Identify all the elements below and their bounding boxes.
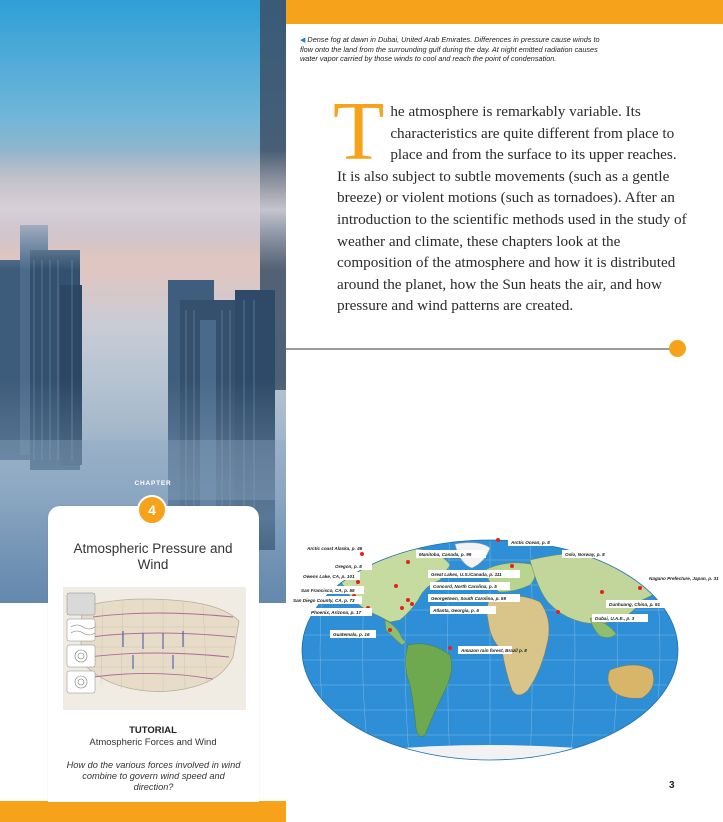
chapter-number-badge: 4 (137, 495, 167, 525)
svg-text:Dubai, U.A.E., p. 3: Dubai, U.A.E., p. 3 (595, 616, 635, 621)
svg-text:Great Lakes, U.S./Canada, p. 1: Great Lakes, U.S./Canada, p. 111 (431, 572, 502, 577)
svg-text:Phoenix, Arizona, p. 17: Phoenix, Arizona, p. 17 (311, 610, 362, 615)
map-label (416, 550, 486, 558)
svg-text:Amazon rain forest, Brazil p.: Amazon rain forest, Brazil p. 8 (461, 648, 527, 653)
svg-text:Arctic coast Alaska, p. 46: Arctic coast Alaska, p. 46 (307, 546, 363, 551)
map-label (300, 572, 360, 580)
map-label (330, 630, 376, 638)
drop-cap: T (333, 85, 385, 178)
map-label (428, 570, 520, 578)
svg-text:San Diego County, CA, p. 73: San Diego County, CA, p. 73 (293, 598, 355, 603)
map-label (298, 586, 364, 594)
svg-text:Manitoba, Canada, p. 99: Manitoba, Canada, p. 99 (419, 552, 472, 557)
tutorial-title[interactable]: Atmospheric Forces and Wind (89, 737, 217, 748)
map-label (428, 594, 520, 602)
map-label (606, 600, 674, 608)
map-label (308, 608, 372, 616)
map-label (430, 582, 510, 590)
top-accent-bar (286, 0, 723, 24)
antarctica (330, 745, 650, 770)
intro-paragraph (333, 85, 689, 317)
map-label (458, 646, 527, 654)
section-divider (286, 348, 678, 350)
photo-caption (300, 35, 605, 64)
world-location-map (290, 530, 719, 770)
map-label (290, 596, 362, 604)
tutorial-question: How do the various forces involved in wind combine to govern wind speed and direction? (66, 760, 241, 792)
svg-text:Arctic Ocean, p. 8: Arctic Ocean, p. 8 (511, 540, 550, 545)
map-label (562, 550, 614, 558)
tutorial-label: TUTORIAL (129, 725, 177, 736)
chapter-label: CHAPTER (134, 480, 172, 487)
map-label (592, 614, 648, 622)
svg-text:Dunhuang, China, p. 91: Dunhuang, China, p. 91 (609, 602, 661, 607)
map-label (332, 562, 372, 570)
page-number: 3 (669, 780, 675, 791)
caption-marker-icon: ◀ (300, 37, 306, 44)
svg-text:Nagano Prefecture, Japan, p. 3: Nagano Prefecture, Japan, p. 31 (649, 576, 719, 581)
svg-text:Oregon, p. 8: Oregon, p. 8 (335, 564, 362, 569)
svg-text:Georgetown, South Carolina, p.: Georgetown, South Carolina, p. 59 (431, 596, 507, 601)
chapter-title: Atmospheric Pressure and Wind (73, 541, 233, 572)
map-label (304, 544, 370, 552)
caption-text: Dense fog at dawn in Dubai, United Arab Emirates. Differences in pressure cause winds to flow onto the land from the surrounding gulf during the day. At night emitted radiation causes water vapor carried by those winds to cool and reach the point of condensation. (300, 35, 600, 64)
svg-text:Guatemala, p. 16: Guatemala, p. 16 (333, 632, 370, 637)
svg-text:San Francisco, CA, p. 55: San Francisco, CA, p. 55 (301, 588, 355, 593)
divider-dot (669, 340, 686, 357)
svg-text:Owens Lake, CA, p. 101: Owens Lake, CA, p. 101 (303, 574, 355, 579)
svg-text:Concord, North Carolina, p. 5: Concord, North Carolina, p. 5 (433, 584, 497, 589)
map-label (430, 606, 496, 614)
map-label (508, 538, 558, 546)
map-label (646, 574, 719, 582)
bottom-accent-bar (0, 801, 286, 822)
svg-text:Atlanta, Georgia, p. 6: Atlanta, Georgia, p. 6 (433, 608, 479, 613)
tutorial-wind-map-thumbnail[interactable] (63, 587, 246, 710)
intro-text: he atmosphere is remarkably variable. Its characteristics are quite different from place to place and from the surface to its upper reaches. It is also subject to subtle movements (such as a gentle breeze) or violent motions (such as tornadoes). After an introduction to the scientific methods used in the study of weather and climate, these chapters look at the composition of the atmosphere and how it is distributed around the planet, how the Sun heats the air, and how pressure and wind patterns are created. (337, 103, 687, 315)
svg-text:Oslo, Norway, p. 8: Oslo, Norway, p. 8 (565, 552, 605, 557)
